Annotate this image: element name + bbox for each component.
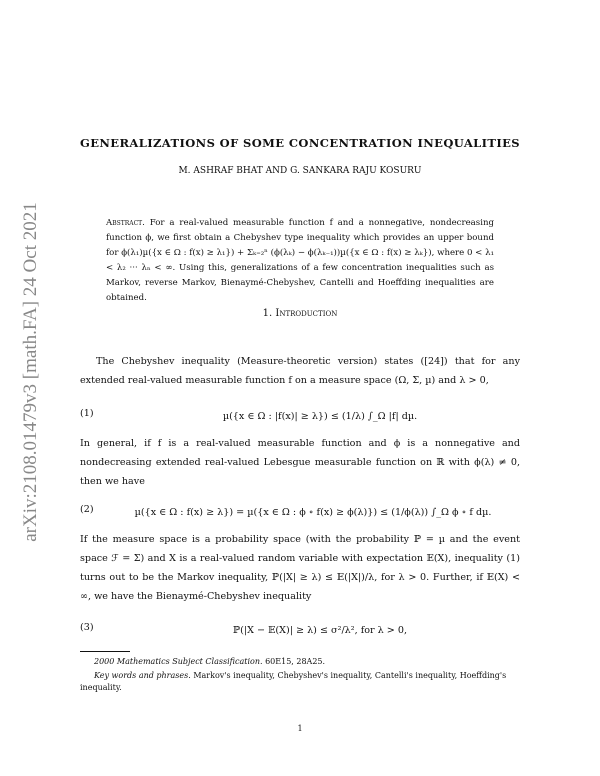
equation-3	[80, 614, 520, 648]
equation-number: (3)	[80, 622, 94, 633]
equation-number: (2)	[80, 504, 94, 515]
paragraph-1: The Chebyshev inequality (Measure-theoretic version) states ([24]) that for any extended real-valued measurable function f on a measure space (Ω, Σ, µ) and λ > 0,	[80, 356, 520, 386]
footnote-keywords-text: Markov's inequality, Chebyshev's inequality, Cantelli's inequality, Hoeffding's inequality.	[80, 671, 507, 692]
page-number: 1	[297, 724, 303, 733]
paper-authors: M. ASHRAF BHAT AND G. SANKARA RAJU KOSURU	[178, 166, 422, 176]
abstract	[106, 216, 494, 306]
paragraph-3: If the measure space is a probability space (with the probability ℙ = µ and the event space ℱ = Σ) and X is a real-valued random variable with expectation 𝔼(X), inequality (1) turns out to be the Markov inequality, ℙ(|X| ≥ λ) ≤ 𝔼(|X|)/λ, for λ > 0. Further, if 𝔼(X) < ∞, we have the Bienaymé-Chebyshev inequality	[80, 534, 520, 602]
equation-number: (1)	[80, 408, 94, 419]
footnote-keywords	[80, 670, 520, 694]
section-title: Introduction	[275, 308, 338, 319]
arxiv-id: arXiv:2108.01479v3 [math.FA] 24 Oct 2021	[20, 202, 41, 542]
footnote-msc-text: 60E15, 28A25.	[265, 657, 326, 666]
abstract-label: Abstract.	[106, 218, 145, 228]
footnote-keywords-label: Key words and phrases.	[94, 671, 191, 680]
section-number: 1.	[262, 308, 273, 319]
paper-title: GENERALIZATIONS OF SOME CONCENTRATION INEQUALITIES	[80, 136, 521, 150]
section-heading	[80, 308, 520, 319]
paragraph-2: In general, if f is a real-valued measurable function and ϕ is a nonnegative and nondecreasing extended real-valued Lebesgue measurable function on ℝ with ϕ(λ) ≠ 0, then we have	[80, 438, 520, 487]
footnote-msc-label: 2000 Mathematics Subject Classification.	[94, 657, 263, 666]
footnote-msc	[80, 656, 520, 668]
equation-1	[80, 400, 520, 434]
equation-2	[80, 496, 520, 530]
abstract-text: For a real-valued measurable function f and a nonnegative, nondecreasing function ϕ, we first obtain a Chebyshev type inequality which provides an upper bound for ϕ(λ₁)µ({x ∈ Ω : f(x) ≥ λ₁}) + Σₖ₌₂ⁿ (ϕ(λₖ) − ϕ(λₖ₋₁))µ({x ∈ Ω : f(x) ≥ λₖ}), where 0 < λ₁ < λ₂ ··· λₙ < ∞. Using this, generalizations of a few concentration inequalities such as Markov, reverse Markov, Bienaymé-Chebyshev, Cantelli and Hoeffding inequalities are obtained.	[106, 218, 495, 303]
arxiv-stamp	[14, 182, 48, 562]
equation-body: µ({x ∈ Ω : f(x) ≥ λ}) = µ({x ∈ Ω : ϕ ∘ f(x) ≥ ϕ(λ)}) ≤ (1/ϕ(λ)) ∫_Ω ϕ ∘ f dµ.	[134, 507, 492, 518]
equation-body: µ({x ∈ Ω : |f(x)| ≥ λ}) ≤ (1/λ) ∫_Ω |f| dµ.	[222, 411, 418, 422]
footnote-rule	[80, 651, 130, 652]
equation-body: ℙ(|X − 𝔼(X)| ≥ λ) ≤ σ²/λ², for λ > 0,	[232, 625, 408, 636]
